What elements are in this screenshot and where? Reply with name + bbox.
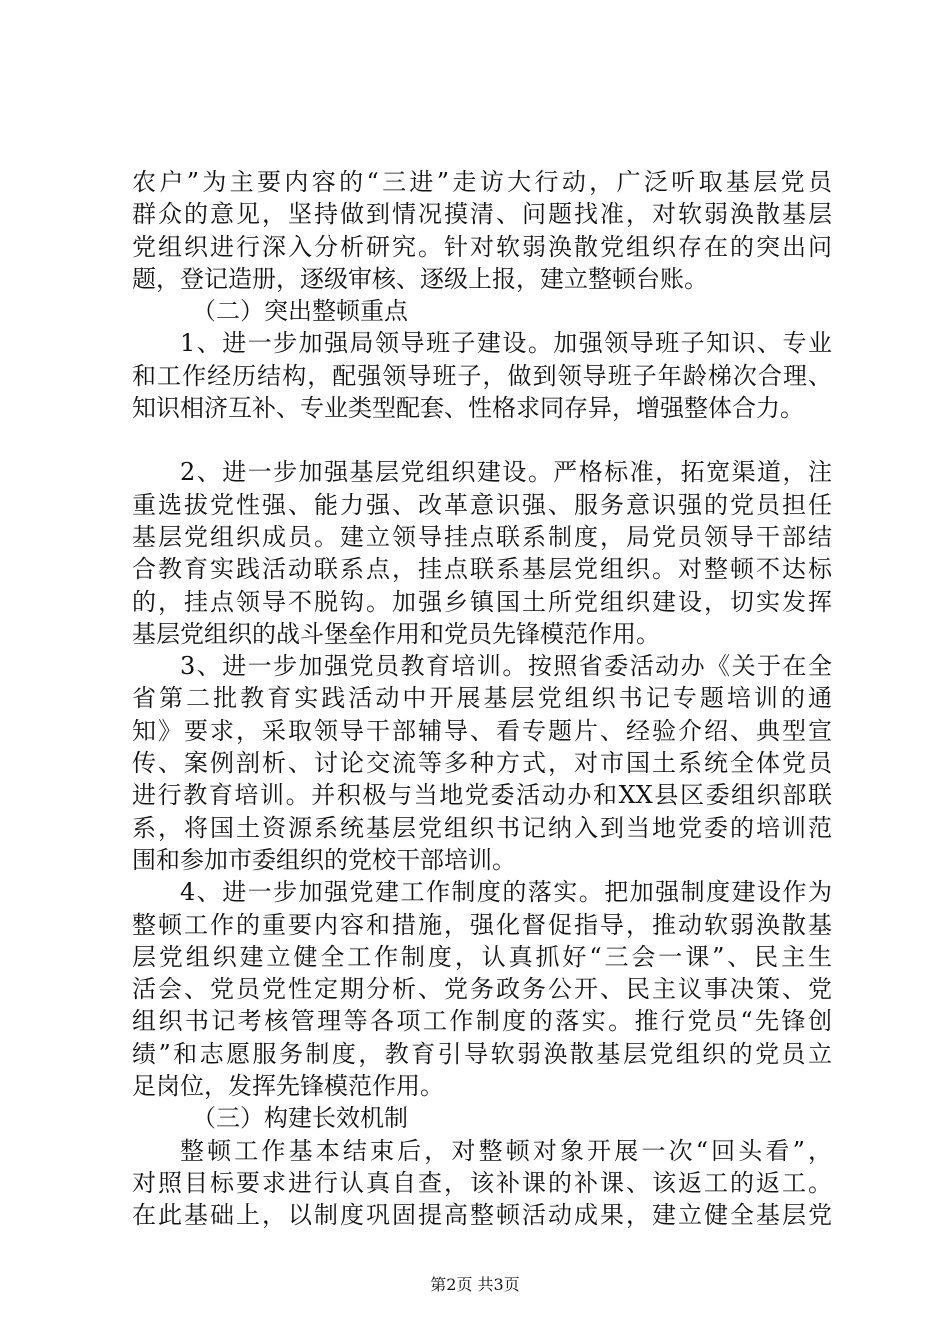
paragraph-first-line: 3、进一步加强党员教育培训。按照省委活动办《关于在全	[180, 652, 832, 681]
section-heading: （三）构建长效机制	[192, 1104, 408, 1133]
body-line: 组织书记考核管理等各项工作制度的落实。推行党员“先锋创	[132, 1007, 832, 1036]
body-line: 省第二批教育实践活动中开展基层党组织书记专题培训的通	[132, 684, 832, 713]
body-line: 整顿工作的重要内容和措施，强化督促指导，推动软弱涣散基	[132, 910, 832, 939]
body-line: 进行教育培训。并积极与当地党委活动办和XX县区委组织部联	[132, 781, 832, 810]
body-line: 在此基础上，以制度巩固提高整顿活动成果，建立健全基层党	[132, 1201, 832, 1230]
body-line: 知识相济互补、专业类型配套、性格求同存异，增强整体合力。	[132, 394, 804, 423]
paragraph-first-line: 2、进一步加强基层党组织建设。严格标准，拓宽渠道，注	[180, 458, 832, 487]
body-line: 农户”为主要内容的“三进”走访大行动，广泛听取基层党员	[132, 168, 832, 196]
document-body	[132, 166, 832, 1232]
body-line: 活会、党员党性定期分析、党务政务公开、民主议事决策、党	[132, 975, 832, 1004]
page-number-footer: 第2页 共3页	[430, 1275, 520, 1294]
body-line: 对照目标要求进行认真自查，该补课的补课、该返工的返工。	[132, 1168, 832, 1197]
paragraph-first-line: 4、进一步加强党建工作制度的落实。把加强制度建设作为	[180, 878, 832, 907]
body-line: 围和参加市委组织的党校干部培训。	[132, 845, 516, 874]
body-line: 基层党组织成员。建立领导挂点联系制度，局党员领导干部结	[132, 522, 832, 551]
paragraph-gap	[132, 424, 832, 456]
body-line: 的，挂点领导不脱钩。加强乡镇国土所党组织建设，切实发挥	[132, 587, 832, 616]
body-line: 党组织进行深入分析研究。针对软弱涣散党组织存在的突出问	[132, 232, 832, 261]
body-line: 传、案例剖析、讨论交流等多种方式，对市国土系统全体党员	[132, 749, 832, 778]
body-line: 群众的意见，坚持做到情况摸清、问题找准，对软弱涣散基层	[132, 200, 832, 229]
body-line: 知》要求，采取领导干部辅导、看专题片、经验介绍、典型宣	[132, 716, 832, 745]
body-line: 绩”和志愿服务制度，教育引导软弱涣散基层党组织的党员立	[132, 1039, 832, 1068]
body-line: 系，将国土资源系统基层党组织书记纳入到当地党委的培训范	[132, 813, 832, 842]
body-line: 和工作经历结构，配强领导班子，做到领导班子年龄梯次合理、	[132, 361, 832, 390]
section-heading: （二）突出整顿重点	[192, 297, 408, 326]
body-line: 基层党组织的战斗堡垒作用和党员先锋模范作用。	[132, 619, 660, 648]
body-line: 题，登记造册，逐级审核、逐级上报，建立整顿台账。	[132, 264, 708, 293]
paragraph-first-line: 1、进一步加强局领导班子建设。加强领导班子知识、专业	[180, 329, 832, 358]
body-line: 层党组织建立健全工作制度，认真抓好“三会一课”、民主生	[132, 942, 832, 971]
body-line: 重选拔党性强、能力强、改革意识强、服务意识强的党员担任	[132, 490, 832, 519]
body-line: 足岗位，发挥先锋模范作用。	[132, 1072, 444, 1101]
paragraph-first-line: 整顿工作基本结束后，对整顿对象开展一次“回头看”，	[180, 1136, 832, 1165]
body-line: 合教育实践活动联系点，挂点联系基层党组织。对整顿不达标	[132, 555, 832, 584]
